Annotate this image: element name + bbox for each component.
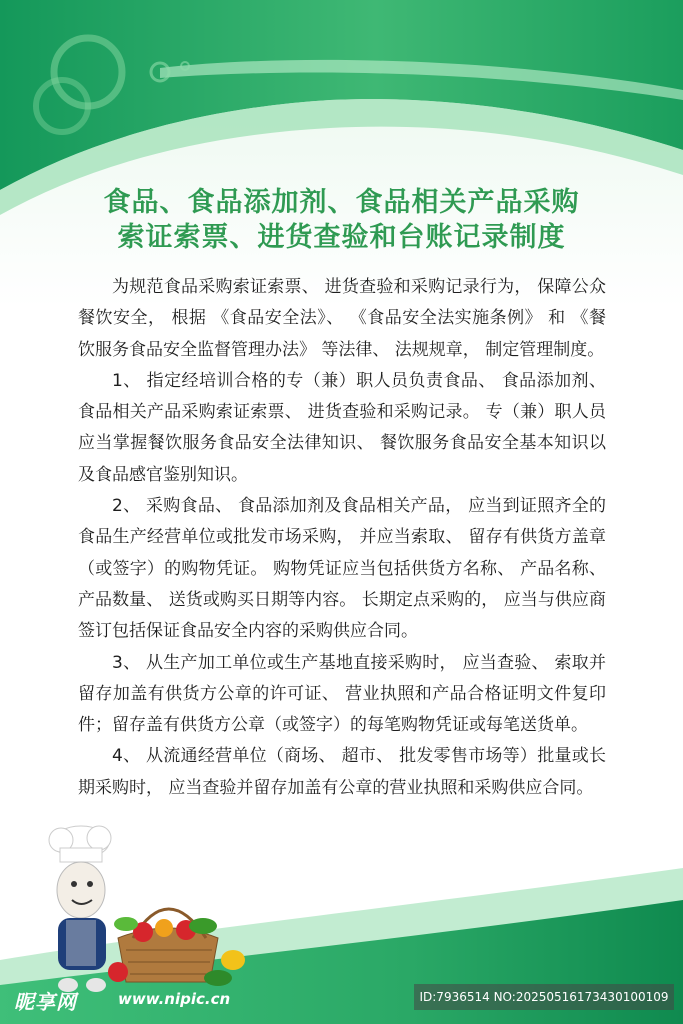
watermark-url: www.nipic.cn (118, 990, 231, 1008)
clause-3: 3、 从生产加工单位或生产基地直接采购时， 应当查验、 索取并留存加盖有供货方公章的许可证、 营业执照和产品合格证明文件复印件；留存盖有供货方公章（或签字）的每笔购物凭证或每笔送货单。 (78, 652, 606, 736)
clause-2: 2、 采购食品、 食品添加剂及食品相关产品， 应当到证照齐全的食品生产经营单位或批发市场采购， 并应当索取、 留存有供货方盖章（或签字）的购物凭证。 购物凭证应当包括供货方名称、 产品名称、 产品数量、 送货或购买日期等内容。 长期定点采购的， 应当与供应商签订包括保证食品安全内容的采购供应合同。 (78, 496, 606, 642)
clause-1: 1、 指定经培训合格的专（兼）职人员负责食品、 食品添加剂、 食品相关产品采购索证索票、 进货查验和采购记录。 专（兼）职人员应当掌握餐饮服务食品安全法律知识、 餐饮服务食品安全基本知识以及食品感官鉴别知识。 (78, 370, 606, 485)
regulation-body (78, 272, 606, 804)
image-id-label: ID:7936514 NO:20250516173430100109 (414, 984, 674, 1010)
title-line-2: 索证索票、进货查验和台账记录制度 (117, 222, 566, 253)
vegetable-basket-illustration (98, 890, 258, 990)
clause-4: 4、 从流通经营单位（商场、 超市、 批发零售市场等）批量或长期采购时， 应当查验并留存加盖有公章的营业执照和采购供应合同。 (78, 746, 606, 798)
watermark-logo: 昵享网 (14, 990, 77, 1014)
intro-paragraph: 为规范食品采购索证索票、 进货查验和采购记录行为， 保障公众餐饮安全， 根据 《食品安全法》、 《食品安全法实施条例》 和 《餐饮服务食品安全监督管理办法》 等法律、 法规规章， 制定管理制度。 (78, 277, 606, 360)
title-line-1: 食品、食品添加剂、食品相关产品采购 (103, 187, 580, 218)
